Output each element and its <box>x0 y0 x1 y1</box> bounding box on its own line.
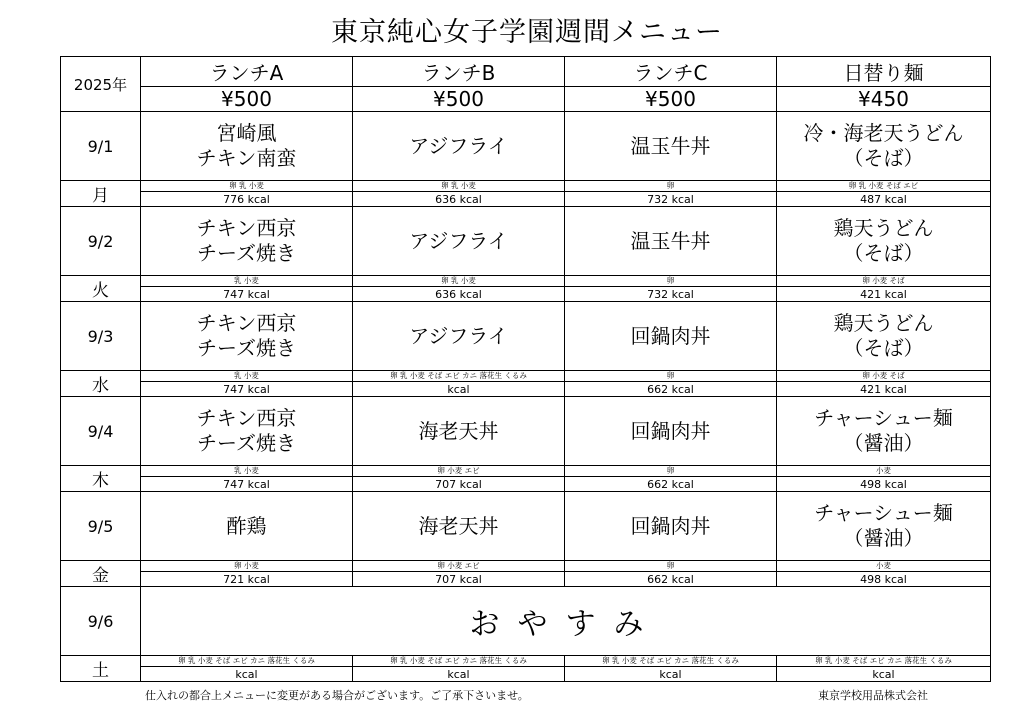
kcal-info: kcal <box>353 382 565 397</box>
day-row <box>61 492 991 561</box>
allergen-info: 卵 <box>565 371 777 382</box>
holiday-label: おやすみ <box>141 587 991 656</box>
dish-name-line: （醤油） <box>843 431 924 455</box>
kcal-info: 662 kcal <box>565 572 777 587</box>
dish-cell <box>141 492 353 561</box>
menu-table <box>60 56 991 682</box>
dish-name-line: 海老天丼 <box>418 513 499 538</box>
dish-cell <box>565 112 777 181</box>
dish-name-line: 鶏天うどん <box>833 311 934 335</box>
allergen-info: 卵 乳 小麦 <box>353 276 565 287</box>
dish-name-line: 酢鶏 <box>226 513 267 538</box>
dish-name-line: チーズ焼き <box>197 336 296 360</box>
allergen-info: 小麦 <box>777 466 991 477</box>
allergen-info: 卵 小麦 エビ <box>353 561 565 572</box>
dish-cell <box>565 207 777 276</box>
day-weekday: 土 <box>61 656 141 682</box>
dish-name-line: チャーシュー麺 <box>814 406 953 430</box>
lunch-price: ¥500 <box>141 87 353 112</box>
kcal-info: 721 kcal <box>141 572 353 587</box>
dish-name-line: 冷・海老天うどん <box>803 121 964 145</box>
allergen-info: 卵 小麦 そば <box>777 276 991 287</box>
allergen-info: 卵 乳 小麦 そば エビ カニ 落花生 くるみ <box>141 656 353 667</box>
lunch-name: ランチA <box>141 57 353 87</box>
dish-cell <box>777 302 991 371</box>
kcal-info: 747 kcal <box>141 477 353 492</box>
dish-name-line: 温玉牛丼 <box>630 228 711 253</box>
dish-cell <box>141 302 353 371</box>
lunch-price: ¥450 <box>777 87 991 112</box>
footer-company: 東京学校用品株式会社 <box>818 689 928 702</box>
dish-name-line: アジフライ <box>409 323 508 348</box>
dish-cell <box>353 207 565 276</box>
allergen-info: 卵 <box>565 466 777 477</box>
day-weekday: 月 <box>61 181 141 207</box>
kcal-info: 732 kcal <box>565 287 777 302</box>
allergen-info: 卵 <box>565 181 777 192</box>
allergen-info: 卵 小麦 <box>141 561 353 572</box>
dish-cell <box>141 207 353 276</box>
day-row <box>61 207 991 276</box>
holiday-block <box>61 587 991 682</box>
kcal-info: 662 kcal <box>565 477 777 492</box>
allergen-info: 卵 乳 小麦 そば エビ カニ 落花生 くるみ <box>353 656 565 667</box>
dish-name-line: 回鍋肉丼 <box>630 513 711 538</box>
kcal-info: 747 kcal <box>141 287 353 302</box>
day-date: 9/2 <box>61 207 141 276</box>
kcal-info: kcal <box>565 667 777 682</box>
kcal-info: 732 kcal <box>565 192 777 207</box>
kcal-info: 776 kcal <box>141 192 353 207</box>
footer-note: 仕入れの都合上メニューに変更がある場合がございます。ご了承下さいませ。 <box>145 689 529 702</box>
lunch-name: ランチC <box>565 57 777 87</box>
day-date: 9/6 <box>61 587 141 656</box>
dish-cell <box>565 492 777 561</box>
day-row <box>61 112 991 181</box>
kcal-info: 498 kcal <box>777 477 991 492</box>
kcal-info: 487 kcal <box>777 192 991 207</box>
kcal-info: kcal <box>141 667 353 682</box>
day-weekday: 火 <box>61 276 141 302</box>
allergen-info: 小麦 <box>777 561 991 572</box>
day-date: 9/3 <box>61 302 141 371</box>
dish-cell <box>353 302 565 371</box>
dish-name-line: 宮崎風 <box>216 121 277 145</box>
allergen-info: 卵 乳 小麦 そば エビ カニ 落花生 くるみ <box>565 656 777 667</box>
allergen-info: 卵 乳 小麦 そば エビ カニ 落花生 くるみ <box>777 656 991 667</box>
allergen-info: 卵 小麦 エビ <box>353 466 565 477</box>
dish-name-line: チーズ焼き <box>197 431 296 455</box>
page-title: 東京純心女子学園週間メニュー <box>331 17 723 48</box>
day-row <box>61 397 991 466</box>
dish-name-line: （醤油） <box>843 526 924 550</box>
lunch-name: ランチB <box>353 57 565 87</box>
dish-name-line: チャーシュー麺 <box>814 501 953 525</box>
allergen-info: 卵 乳 小麦 <box>353 181 565 192</box>
dish-name-line: アジフライ <box>409 228 508 253</box>
dish-cell <box>353 397 565 466</box>
day-weekday: 木 <box>61 466 141 492</box>
menu-header <box>61 57 991 112</box>
lunch-name: 日替り麺 <box>777 57 991 87</box>
dish-name-line: 温玉牛丼 <box>630 133 711 158</box>
dish-cell <box>141 112 353 181</box>
allergen-info: 乳 小麦 <box>141 466 353 477</box>
lunch-price: ¥500 <box>353 87 565 112</box>
day-date: 9/4 <box>61 397 141 466</box>
dish-cell <box>565 302 777 371</box>
kcal-info: 747 kcal <box>141 382 353 397</box>
dish-cell <box>777 112 991 181</box>
dish-name-line: （そば） <box>843 146 924 170</box>
year-cell: 2025年 <box>61 57 141 112</box>
day-date: 9/5 <box>61 492 141 561</box>
day-date: 9/1 <box>61 112 141 181</box>
dish-cell <box>777 397 991 466</box>
dish-cell <box>353 112 565 181</box>
dish-cell <box>777 492 991 561</box>
dish-name-line: チキン西京 <box>196 311 297 335</box>
kcal-info: 636 kcal <box>353 192 565 207</box>
kcal-info: 421 kcal <box>777 382 991 397</box>
kcal-info: kcal <box>353 667 565 682</box>
dish-name-line: 海老天丼 <box>418 418 499 443</box>
allergen-info: 卵 乳 小麦 <box>141 181 353 192</box>
allergen-info: 卵 <box>565 561 777 572</box>
day-row <box>61 302 991 371</box>
kcal-info: 498 kcal <box>777 572 991 587</box>
dish-cell <box>777 207 991 276</box>
dish-name-line: 回鍋肉丼 <box>630 418 711 443</box>
kcal-info: 636 kcal <box>353 287 565 302</box>
kcal-info: kcal <box>777 667 991 682</box>
allergen-info: 卵 乳 小麦 そば エビ カニ 落花生 くるみ <box>353 371 565 382</box>
dish-cell <box>141 397 353 466</box>
allergen-info: 乳 小麦 <box>141 371 353 382</box>
dish-name-line: 回鍋肉丼 <box>630 323 711 348</box>
allergen-info: 卵 <box>565 276 777 287</box>
dish-name-line: チキン南蛮 <box>196 146 297 170</box>
dish-name-line: アジフライ <box>409 133 508 158</box>
allergen-info: 卵 小麦 そば <box>777 371 991 382</box>
kcal-info: 707 kcal <box>353 477 565 492</box>
kcal-info: 421 kcal <box>777 287 991 302</box>
dish-cell <box>565 397 777 466</box>
day-weekday: 金 <box>61 561 141 587</box>
dish-cell <box>353 492 565 561</box>
dish-name-line: チキン西京 <box>196 216 297 240</box>
kcal-info: 707 kcal <box>353 572 565 587</box>
kcal-info: 662 kcal <box>565 382 777 397</box>
day-weekday: 水 <box>61 371 141 397</box>
allergen-info: 乳 小麦 <box>141 276 353 287</box>
day-rows <box>61 112 991 587</box>
allergen-info: 卵 乳 小麦 そば エビ <box>777 181 991 192</box>
dish-name-line: （そば） <box>843 336 924 360</box>
lunch-price: ¥500 <box>565 87 777 112</box>
dish-name-line: チキン西京 <box>196 406 297 430</box>
dish-name-line: 鶏天うどん <box>833 216 934 240</box>
dish-name-line: （そば） <box>843 241 924 265</box>
dish-name-line: チーズ焼き <box>197 241 296 265</box>
